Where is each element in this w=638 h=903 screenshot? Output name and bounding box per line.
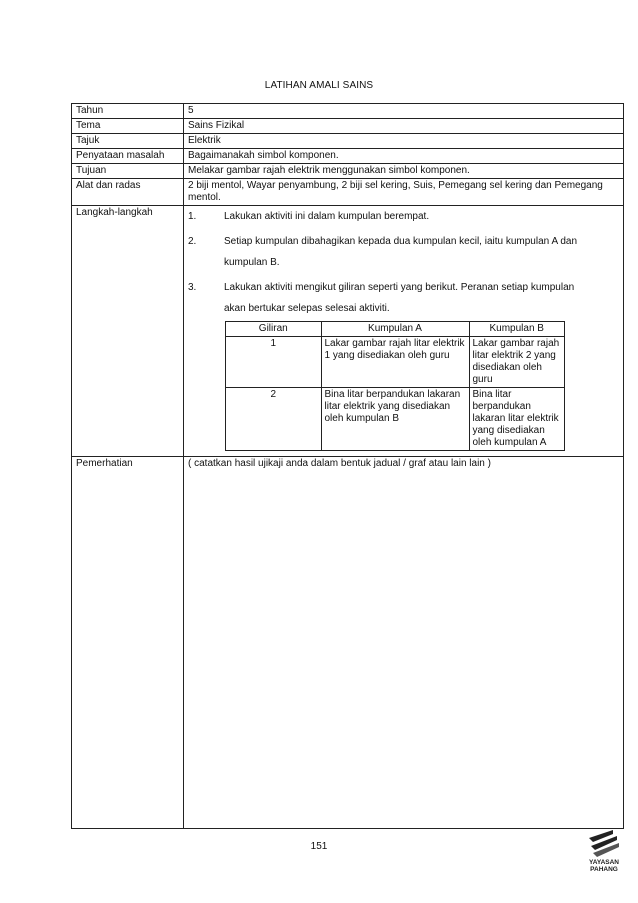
row-penyataan	[72, 149, 624, 164]
page-title: LATIHAN AMALI SAINS	[264, 80, 374, 91]
value-tajuk: Elektrik	[184, 134, 624, 149]
label-alat: Alat dan radas	[72, 179, 184, 206]
step-text-continued: akan bertukar selepas selesai aktiviti.	[224, 303, 390, 314]
value-pemerhatian: ( catatkan hasil ujikaji anda dalam bentuk jadual / graf atau lain lain )	[184, 457, 624, 829]
kumpulan-b-cell: Lakar gambar rajah litar elektrik 2 yang disediakan oleh guru	[469, 337, 565, 388]
logo-text-line2: PAHANG	[590, 866, 618, 873]
value-penyataan: Bagaimanakah simbol komponen.	[184, 149, 624, 164]
row-alat	[72, 179, 624, 206]
giliran-table	[225, 321, 565, 451]
step-number: 3.	[188, 282, 197, 293]
row-tahun	[72, 104, 624, 119]
step-number: 1.	[188, 211, 197, 222]
step-text: Lakukan aktiviti ini dalam kumpulan berempat.	[224, 211, 430, 222]
label-tajuk: Tajuk	[72, 134, 184, 149]
table-row	[226, 337, 565, 388]
yayasan-pahang-logo	[583, 826, 625, 874]
step-text-continued: kumpulan B.	[224, 257, 280, 268]
kumpulan-a-cell: Bina litar berpandukan lakaran litar elektrik yang disediakan oleh kumpulan B	[321, 388, 469, 451]
label-penyataan: Penyataan masalah	[72, 149, 184, 164]
step-1	[188, 210, 619, 223]
value-tema: Sains Fizikal	[184, 119, 624, 134]
table-row	[226, 388, 565, 451]
label-tujuan: Tujuan	[72, 164, 184, 179]
step-number: 2.	[188, 236, 197, 247]
row-pemerhatian	[72, 457, 624, 829]
page-number: 151	[310, 841, 328, 852]
row-langkah	[72, 206, 624, 457]
step-text: Lakukan aktiviti mengikut giliran seperti yang berikut. Peranan setiap kumpulan	[224, 282, 575, 293]
label-tema: Tema	[72, 119, 184, 134]
giliran-cell: 2	[226, 388, 322, 451]
label-langkah: Langkah-langkah	[72, 206, 184, 457]
header-kumpulan-b: Kumpulan B	[469, 322, 565, 337]
step-text: Setiap kumpulan dibahagikan kepada dua kumpulan kecil, iaitu kumpulan A dan	[224, 236, 578, 247]
worksheet-table	[71, 103, 624, 829]
row-tema	[72, 119, 624, 134]
value-tujuan: Melakar gambar rajah elektrik menggunakan simbol komponen.	[184, 164, 624, 179]
header-giliran: Giliran	[226, 322, 322, 337]
value-tahun: 5	[184, 104, 624, 119]
value-langkah	[184, 206, 624, 457]
value-alat: 2 biji mentol, Wayar penyambung, 2 biji sel kering, Suis, Pemegang sel kering dan Pemegang mentol.	[184, 179, 624, 206]
label-tahun: Tahun	[72, 104, 184, 119]
giliran-cell: 1	[226, 337, 322, 388]
label-pemerhatian: Pemerhatian	[72, 457, 184, 829]
kumpulan-b-cell: Bina litar berpandukan lakaran litar elektrik yang disediakan oleh kumpulan A	[469, 388, 565, 451]
header-kumpulan-a: Kumpulan A	[321, 322, 469, 337]
step-2	[188, 235, 619, 269]
row-tujuan	[72, 164, 624, 179]
step-3	[188, 281, 619, 315]
giliran-header-row	[226, 322, 565, 337]
row-tajuk	[72, 134, 624, 149]
kumpulan-a-cell: Lakar gambar rajah litar elektrik 1 yang disediakan oleh guru	[321, 337, 469, 388]
logo-text-line1: YAYASAN	[589, 859, 619, 866]
